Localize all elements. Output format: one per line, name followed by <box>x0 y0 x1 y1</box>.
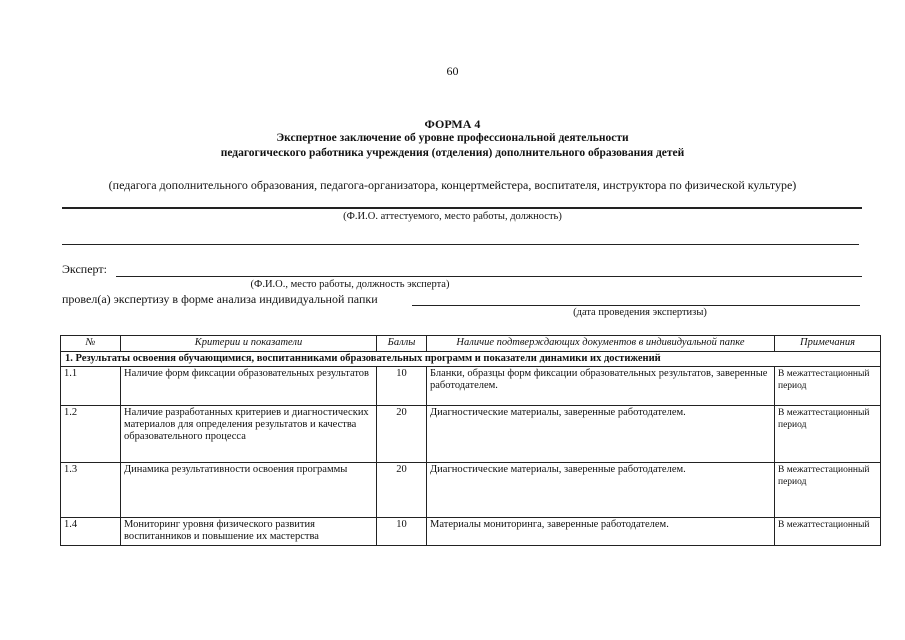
header-number: № <box>61 336 121 352</box>
row-points: 20 <box>377 463 427 518</box>
position-list-subtitle: (педагога дополнительного образования, педагога-организатора, концертмейстера, воспитателя, инструктора по физической культуре) <box>108 178 797 192</box>
row-note: В межаттестационный период <box>775 367 881 406</box>
row-documents: Материалы мониторинга, заверенные работодателем. <box>427 518 775 546</box>
attestee-fill-line <box>62 207 862 209</box>
form-title: ФОРМА 4 <box>424 117 481 131</box>
row-number: 1.1 <box>61 367 121 406</box>
criteria-table <box>60 335 881 546</box>
table-row <box>61 367 881 406</box>
attestee-fill-line-2 <box>62 244 859 245</box>
row-criteria: Наличие разработанных критериев и диагностических материалов для определения результатов и качества образовательного процесса <box>121 406 377 463</box>
row-criteria: Наличие форм фиксации образовательных результатов <box>121 367 377 406</box>
table-row <box>61 518 881 546</box>
row-number: 1.2 <box>61 406 121 463</box>
row-number: 1.3 <box>61 463 121 518</box>
row-documents: Бланки, образцы форм фиксации образовательных результатов, заверенные работодателем. <box>427 367 775 406</box>
table-header-row <box>61 336 881 352</box>
table-row <box>61 406 881 463</box>
section-title: 1. Результаты освоения обучающимися, воспитанниками образовательных программ и показатели динамики их достижений <box>61 352 881 367</box>
section-row <box>61 352 881 367</box>
row-number: 1.4 <box>61 518 121 546</box>
header-documents: Наличие подтверждающих документов в индивидуальной папке <box>427 336 775 352</box>
header-points: Баллы <box>377 336 427 352</box>
attestee-caption: (Ф.И.О. аттестуемого, место работы, должность) <box>343 211 562 222</box>
expert-label: Эксперт: <box>62 262 107 276</box>
row-criteria: Мониторинг уровня физического развития воспитанников и повышение их мастерства <box>121 518 377 546</box>
row-points: 20 <box>377 406 427 463</box>
page-number: 60 <box>446 64 459 78</box>
document-heading <box>0 131 905 161</box>
portfolio-label: провел(а) экспертизу в форме анализа индивидуальной папки <box>62 292 378 306</box>
header-criteria: Критерии и показатели <box>121 336 377 352</box>
row-documents: Диагностические материалы, заверенные работодателем. <box>427 406 775 463</box>
row-criteria: Динамика результативности освоения программы <box>121 463 377 518</box>
row-points: 10 <box>377 367 427 406</box>
expert-fill-line <box>116 276 862 277</box>
date-fill-line <box>412 305 860 306</box>
row-note: В межаттестационный период <box>775 406 881 463</box>
date-caption: (дата проведения экспертизы) <box>573 307 707 318</box>
heading-line-2: педагогического работника учреждения (отделения) дополнительного образования детей <box>220 147 685 159</box>
heading-line-1: Экспертное заключение об уровне профессиональной деятельности <box>276 132 629 144</box>
expert-caption: (Ф.И.О., место работы, должность эксперта) <box>250 279 450 290</box>
row-note: В межаттестационный <box>775 518 881 546</box>
header-notes: Примечания <box>775 336 881 352</box>
row-points: 10 <box>377 518 427 546</box>
row-note: В межаттестационный период <box>775 463 881 518</box>
table-row <box>61 463 881 518</box>
row-documents: Диагностические материалы, заверенные работодателем. <box>427 463 775 518</box>
